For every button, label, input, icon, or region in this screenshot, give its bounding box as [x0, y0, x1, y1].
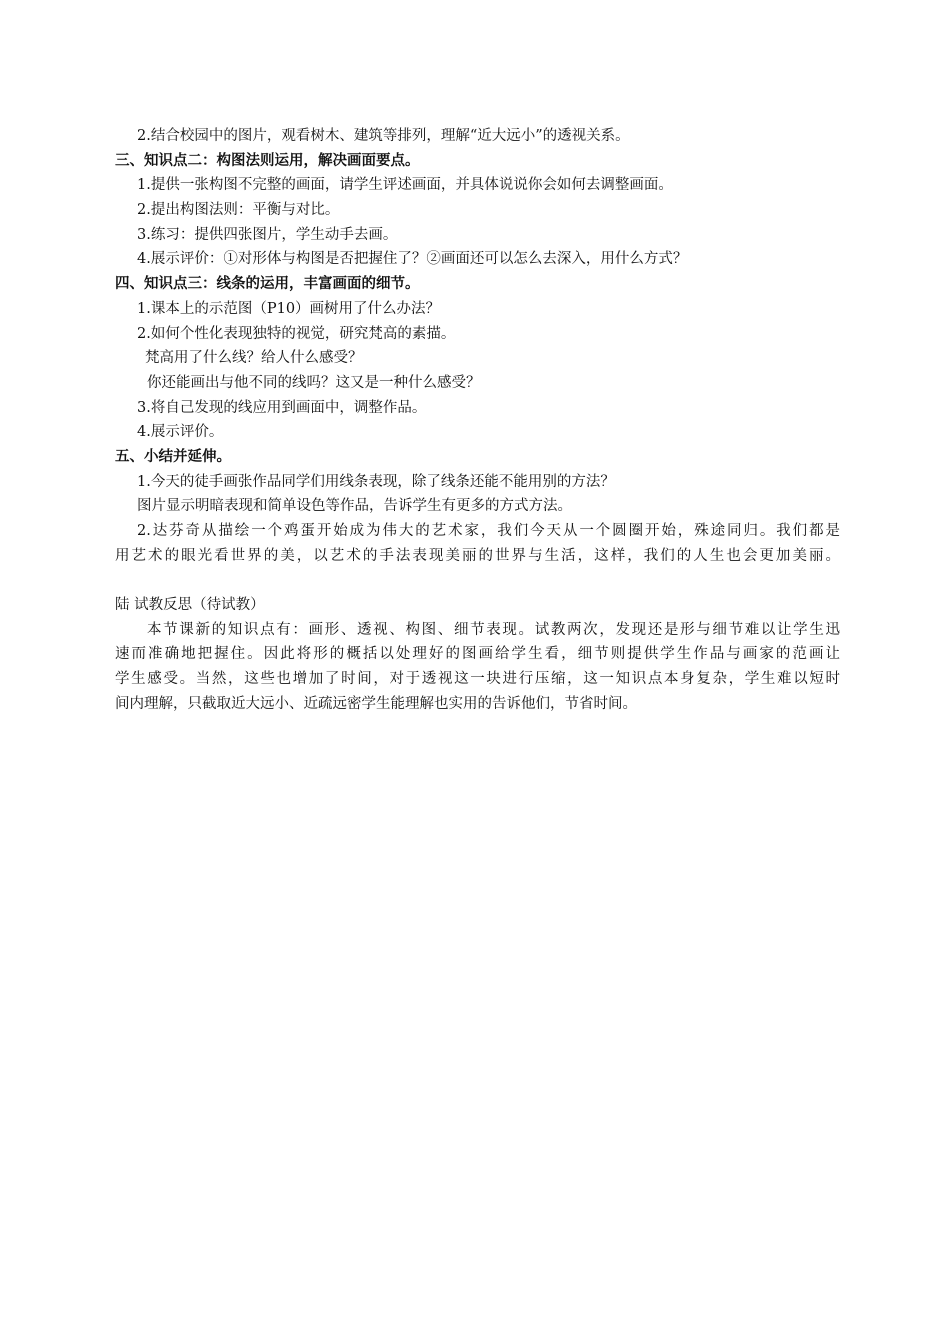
text-line: 2.提出构图法则：平衡与对比。: [137, 202, 340, 219]
text-line: 1.今天的徒手画张作品同学们用线条表现，除了线条还能不能用别的方法？: [137, 473, 615, 490]
text-line: 4.展示评价。: [137, 424, 224, 441]
text-line: 1.提供一张构图不完整的画面，请学生评述画面，并具体说说你会如何去调整画面。: [137, 177, 673, 194]
text-line: 本节课新的知识点有：画形、透视、构图、细节表现。试教两次，发现还是形与细节难以让学生迅: [147, 621, 840, 638]
text-line: 速而准确地把握住。因此将形的概括以处理好的图画给学生看，细节则提供学生作品与画家的范画让: [115, 646, 840, 663]
text-line: 2.结合校园中的图片，观看树木、建筑等排列，理解“近大远小”的透视关系。: [137, 128, 630, 144]
document-body: [115, 124, 840, 717]
text-line: 梵高用了什么线？给人什么感受？: [145, 350, 363, 367]
section-heading: 四、知识点三：线条的运用，丰富画面的细节。: [115, 275, 420, 293]
text-line: 用艺术的眼光看世界的美，以艺术的手法表现美丽的世界与生活，这样，我们的人生也会更加美丽。: [115, 547, 840, 564]
text-line: 3.练习：提供四张图片，学生动手去画。: [137, 226, 398, 243]
text-line: 图片显示明暗表现和简单设色等作品，告诉学生有更多的方式方法。: [137, 498, 572, 515]
text-line: 1.课本上的示范图（P10）画树用了什么办法？: [137, 300, 441, 317]
text-line: 2.如何个性化表现独特的视觉，研究梵高的素描。: [137, 325, 456, 342]
text-line: 学生感受。当然，这些也增加了时间，对于透视这一块进行压缩，这一知识点本身复杂，学生难以短时: [115, 671, 840, 688]
text-line: 3.将自己发现的线应用到画面中，调整作品。: [137, 399, 427, 416]
blank-line: [115, 568, 840, 593]
section-heading: 三、知识点二：构图法则运用，解决画面要点。: [115, 151, 420, 169]
section-heading: 陆 试教反思（待试教）: [115, 597, 265, 614]
text-line: 间内理解，只截取近大远小、近疏远密学生能理解也实用的告诉他们，节省时间。: [115, 695, 637, 712]
section-heading: 五、小结并延伸。: [115, 447, 231, 465]
text-line: 你还能画出与他不同的线吗？这又是一种什么感受？: [147, 374, 481, 391]
text-line: 4.展示评价：①对形体与构图是否把握住了？②画面还可以怎么去深入，用什么方式？: [137, 251, 688, 268]
text-line: 2.达芬奇从描绘一个鸡蛋开始成为伟大的艺术家，我们今天从一个圆圈开始，殊途同归。我们都是: [137, 523, 840, 539]
